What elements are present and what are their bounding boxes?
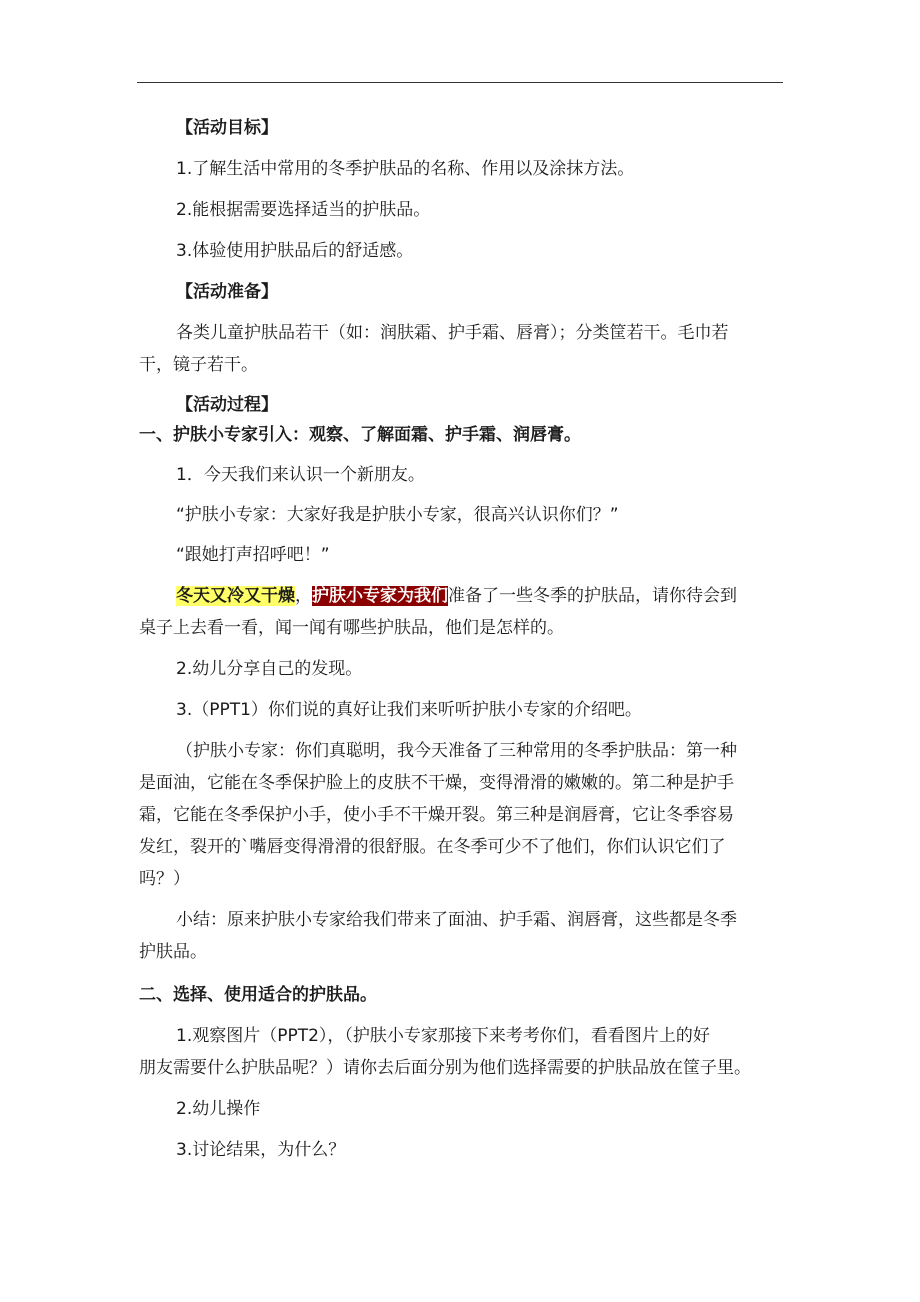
part1-quote-1: “护肤小专家：大家好我是护肤小专家，很高兴认识你们？”	[176, 505, 619, 525]
process-heading: 【活动过程】	[176, 395, 278, 415]
intro-paragraph-line-2: 是面油，它能在冬季保护脸上的皮肤不干燥，变得滑滑的嫩嫩的。第二种是护手	[139, 773, 734, 793]
highlight-comma: ，	[295, 586, 312, 606]
intro-paragraph-line-5: 吗？）	[139, 869, 190, 889]
prep-paragraph-line-1: 各类儿童护肤品若干（如：润肤霜、护手霜、唇膏）；分类筐若干。毛巾若	[176, 323, 729, 343]
part1-highlight-paragraph-line-1	[139, 586, 787, 607]
part1-highlight-paragraph-line-2: 桌子上去看一看，闻一闻有哪些护肤品，他们是怎样的。	[139, 618, 564, 638]
part1-step-3: 3.（PPT1）你们说的真好让我们来听听护肤小专家的介绍吧。	[176, 700, 642, 720]
part1-quote-2: “跟她打声招呼吧！”	[176, 545, 330, 565]
intro-paragraph-line-4: 发红，裂开的`嘴唇变得滑滑的很舒服。在冬季可少不了他们，你们认识它们了	[139, 837, 726, 857]
prep-heading: 【活动准备】	[176, 282, 278, 302]
goal-heading: 【活动目标】	[176, 118, 278, 138]
highlight-paragraph-rest: 准备了一些冬季的护肤品，请你待会到	[448, 586, 737, 606]
part2-step-1-line-1: 1.观察图片（PPT2），（护肤小专家那接下来考考你们，看看图片上的好	[176, 1026, 710, 1046]
part2-heading: 二、选择、使用适合的护肤品。	[139, 985, 377, 1005]
part1-heading: 一、护肤小专家引入：观察、了解面霜、护手霜、润唇膏。	[139, 425, 581, 445]
goal-item-3: 3.体验使用护肤品后的舒适感。	[176, 241, 414, 261]
intro-paragraph-line-1: （护肤小专家：你们真聪明，我今天准备了三种常用的冬季护肤品：第一种	[176, 741, 737, 761]
part1-step-1: 1．今天我们来认识一个新朋友。	[176, 465, 425, 485]
summary-paragraph-line-2: 护肤品。	[139, 942, 207, 962]
part2-step-2: 2.幼儿操作	[176, 1099, 261, 1119]
document-body	[139, 112, 787, 1161]
highlight-yellow-text: 冬天又冷又干燥	[176, 586, 295, 606]
goal-item-2: 2.能根据需要选择适当的护肤品。	[176, 200, 431, 220]
header-rule	[137, 82, 783, 83]
part2-step-3: 3.讨论结果，为什么？	[176, 1140, 346, 1160]
part2-step-1-line-2: 朋友需要什么护肤品呢？）请你去后面分别为他们选择需要的护肤品放在筐子里。	[139, 1058, 751, 1078]
highlight-darkred-text: 护肤小专家为我们	[312, 586, 448, 606]
goal-item-1: 1.了解生活中常用的冬季护肤品的名称、作用以及涂抹方法。	[176, 159, 635, 179]
part1-step-2: 2.幼儿分享自己的发现。	[176, 659, 363, 679]
intro-paragraph-line-3: 霜，它能在冬季保护小手，使小手不干燥开裂。第三种是润唇膏，它让冬季容易	[139, 805, 734, 825]
prep-paragraph-line-2: 干，镜子若干。	[139, 355, 258, 375]
summary-paragraph-line-1: 小结：原来护肤小专家给我们带来了面油、护手霜、润唇膏，这些都是冬季	[176, 910, 737, 930]
